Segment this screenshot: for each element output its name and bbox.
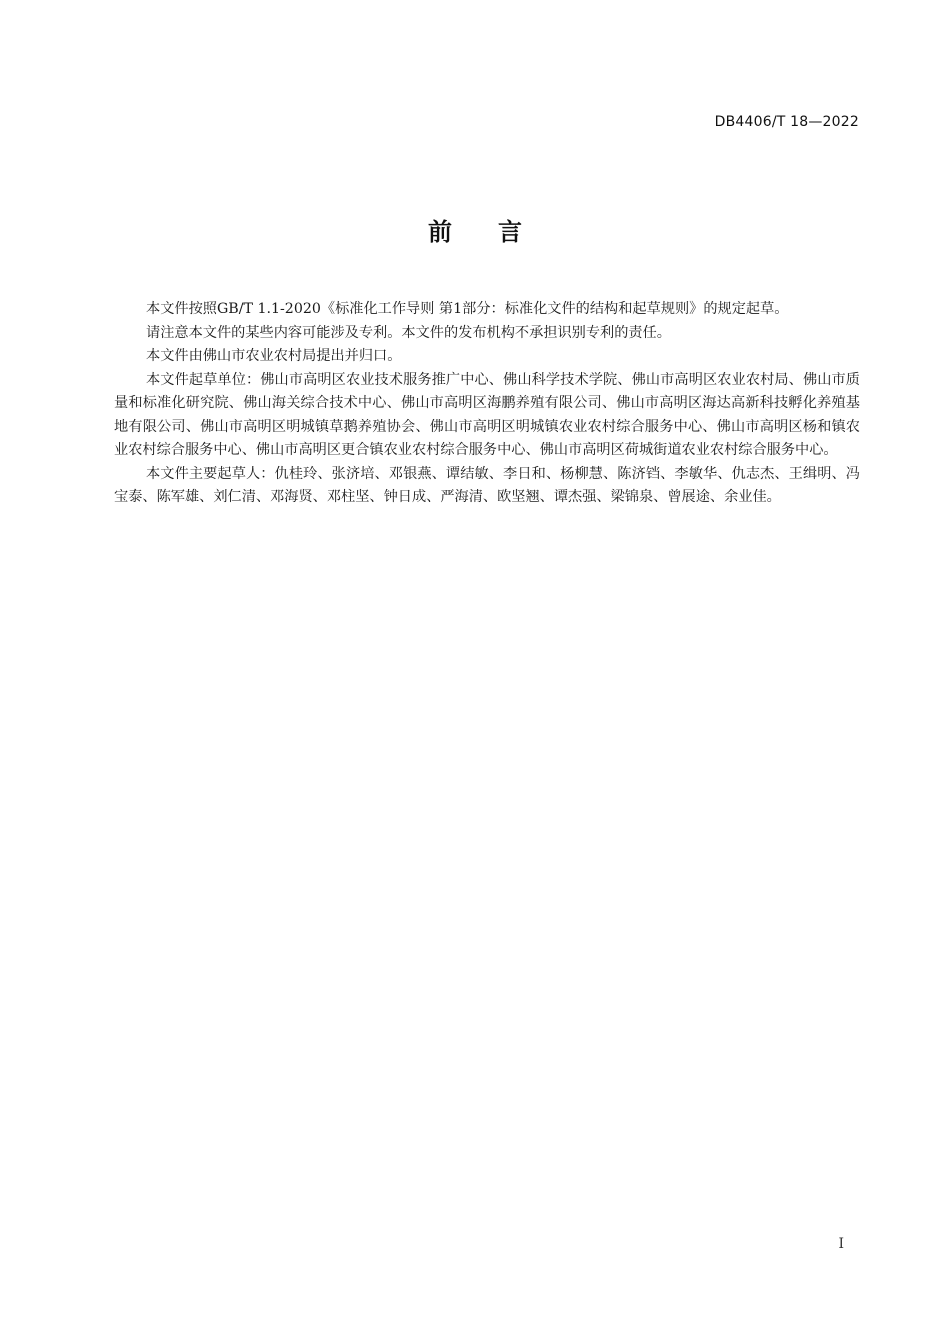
paragraph-drafters: 本文件主要起草人：仇桂玲、张济培、邓银燕、谭结敏、李日和、杨柳慧、陈济铛、李敏华、仇志杰、王缉明、冯宝泰、陈军雄、刘仁清、邓海贤、邓柱坚、钟日成、严海清、欧坚翘、谭杰强、梁锦泉、曾展途、余业佳。	[114, 465, 860, 505]
page-number: I	[838, 1236, 844, 1252]
paragraph-patent-notice: 请注意本文件的某些内容可能涉及专利。本文件的发布机构不承担识别专利的责任。	[146, 324, 671, 341]
paragraph-standard-basis: 本文件按照GB/T 1.1-2020《标准化工作导则 第1部分：标准化文件的结构和起草规则》的规定起草。	[146, 301, 789, 317]
document-code: DB4406/T 18—2022	[714, 114, 859, 130]
paragraph-drafting-units: 本文件起草单位：佛山市高明区农业技术服务推广中心、佛山科学技术学院、佛山市高明区农业农村局、佛山市质量和标准化研究院、佛山海关综合技术中心、佛山市高明区海鹏养殖有限公司、佛山市高明区海达高新科技孵化养殖基地有限公司、佛山市高明区明城镇草鹅养殖协会、佛山市高明区明城镇农业农村综合服务中心、佛山市高明区杨和镇农业农村综合服务中心、佛山市高明区更合镇农业农村综合服务中心、佛山市高明区荷城街道农业农村综合服务中心。	[114, 371, 860, 458]
page-title: 前言	[428, 218, 568, 246]
paragraph-proposer: 本文件由佛山市农业农村局提出并归口。	[146, 348, 402, 364]
body-text	[114, 298, 860, 510]
